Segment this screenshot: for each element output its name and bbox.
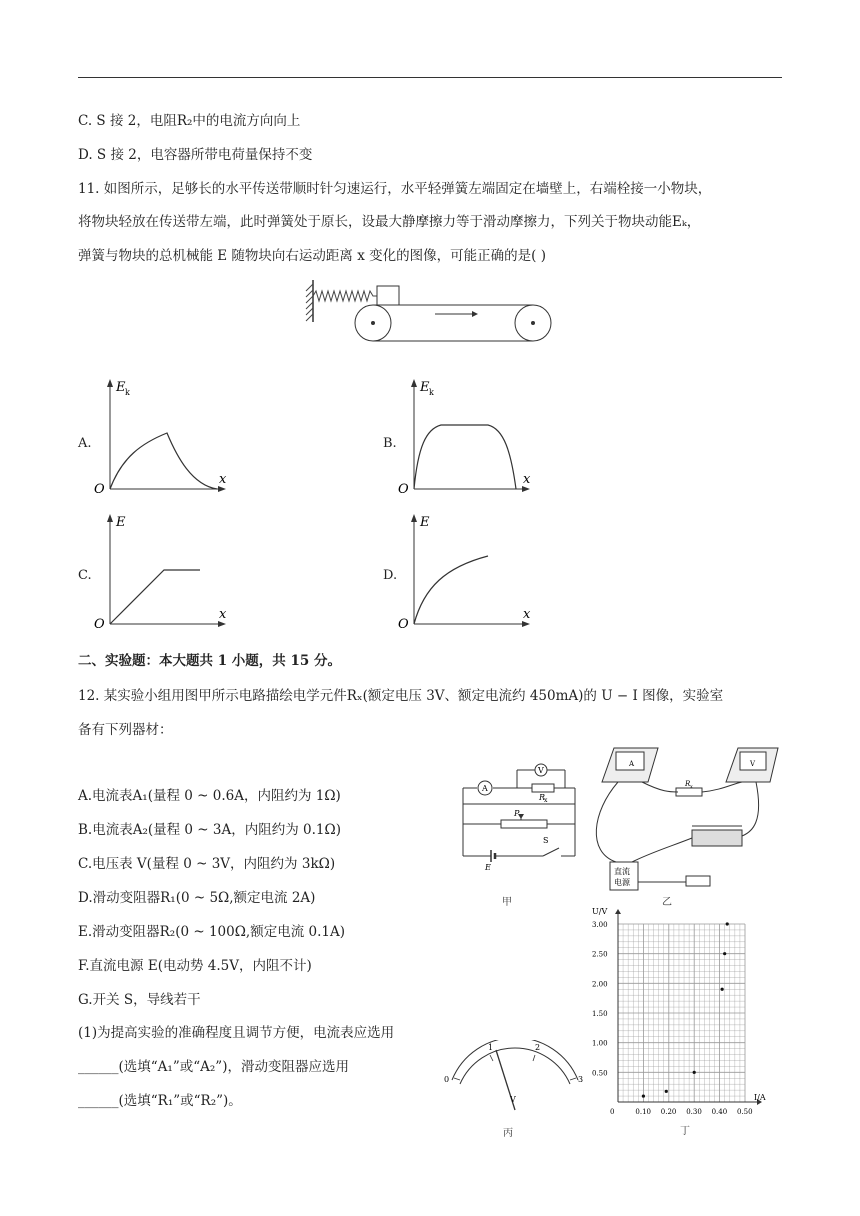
axis-e: E bbox=[116, 515, 126, 530]
x-tick-label: 0.50 bbox=[737, 1108, 753, 1116]
y-tick-label: 1.50 bbox=[592, 1010, 608, 1018]
meter-unit: V bbox=[510, 1095, 516, 1104]
circuit-diagram-jia bbox=[455, 760, 585, 870]
y-axis-arrow bbox=[615, 909, 621, 914]
ui-chart bbox=[590, 902, 780, 1120]
axis-x: x bbox=[219, 472, 227, 487]
meter-tick-2: 2 bbox=[535, 1043, 541, 1052]
apparatus-yi bbox=[592, 742, 782, 902]
q11-line-2: 将物块轻放在传送带左端，此时弹簧处于原长，设最大静摩擦力等于滑动摩擦力，下列关于物块动能Eₖ， bbox=[78, 214, 701, 230]
q11-line-3: 弹簧与物块的总机械能 E 随物块向右运动距离 x 变化的图像，可能正确的是( ) bbox=[78, 248, 546, 264]
axis-ek: E bbox=[116, 380, 126, 395]
graph-c bbox=[92, 512, 237, 630]
chart-ylabel: U/V bbox=[592, 907, 608, 916]
x-tick-label: 0.20 bbox=[660, 1108, 677, 1116]
caption-yi: 乙 bbox=[662, 897, 672, 908]
equip-g: G.开关 S，导线若干 bbox=[78, 992, 201, 1008]
rx-sub: x bbox=[544, 797, 548, 804]
axis-x: x bbox=[523, 472, 531, 487]
equip-a: A.电流表A₁(量程 0 ~ 0.6A，内阻约为 1Ω) bbox=[78, 788, 341, 804]
origin: O bbox=[398, 617, 409, 630]
equip-b: B.电流表A₂(量程 0 ~ 3A，内阻约为 0.1Ω) bbox=[78, 822, 341, 838]
caption-jia: 甲 bbox=[502, 897, 512, 908]
axis-e: E bbox=[420, 515, 430, 530]
chart-marks bbox=[642, 922, 729, 1097]
slider-label: P bbox=[514, 809, 520, 818]
chart-grid bbox=[618, 924, 745, 1102]
data-point bbox=[721, 988, 724, 991]
header-rule bbox=[78, 77, 782, 78]
apparatus-rx-label: R bbox=[685, 780, 691, 788]
meter-tick-1: 1 bbox=[488, 1043, 494, 1052]
meter-tick-0: 0 bbox=[444, 1075, 450, 1084]
axis-x: x bbox=[523, 607, 531, 622]
ammeter-label: A bbox=[482, 784, 488, 793]
source-text-1: 直流 bbox=[614, 867, 630, 876]
meter-tick-3: 3 bbox=[578, 1075, 584, 1084]
voltmeter-label: V bbox=[538, 766, 544, 775]
y-tick-label: 1.00 bbox=[592, 1039, 608, 1048]
conveyor-figure bbox=[300, 278, 560, 348]
option-d-label: D. bbox=[383, 568, 398, 583]
x-tick-label: 0.10 bbox=[635, 1108, 651, 1116]
data-point bbox=[693, 1071, 696, 1074]
apparatus-voltmeter-label: V bbox=[750, 760, 756, 768]
y-tick-label: 2.50 bbox=[592, 950, 608, 959]
origin: O bbox=[398, 482, 409, 495]
part1-line-3: ______(选填“R₁”或“R₂”)。 bbox=[78, 1093, 242, 1109]
apparatus-rx-sub: x bbox=[690, 784, 693, 790]
option-c-label: C. bbox=[78, 568, 92, 583]
axis-ek-sub: k bbox=[125, 388, 130, 397]
x-tick-label: 0 bbox=[610, 1108, 615, 1116]
part1-line-2: ______(选填“A₁”或“A₂”)，滑动变阻器应选用 bbox=[78, 1059, 349, 1075]
axis-ek: E bbox=[420, 380, 430, 395]
switch-label: S bbox=[543, 836, 549, 845]
q12-line-2: 备有下列器材： bbox=[78, 722, 173, 738]
data-point bbox=[726, 922, 729, 925]
caption-bing: 丙 bbox=[503, 1128, 513, 1139]
q12-line-1: 12. 某实验小组用图甲所示电路描绘电学元件Rₓ(额定电压 3V、额定电流约 450mA)的 U − I 图像，实验室 bbox=[78, 688, 724, 704]
chart-tick-labels bbox=[592, 921, 753, 1116]
option-b-label: B. bbox=[383, 436, 397, 451]
meter-bing bbox=[440, 1040, 590, 1120]
caption-ding: 丁 bbox=[680, 1126, 690, 1137]
q11-line-1: 11. 如图所示，足够长的水平传送带顺时针匀速运行，水平轻弹簧左端固定在墙壁上，右端栓接一小物块， bbox=[78, 181, 712, 197]
graph-a bbox=[92, 377, 237, 495]
source-label: E bbox=[485, 863, 491, 870]
equip-d: D.滑动变阻器R₁(0 ~ 5Ω,额定电流 2A) bbox=[78, 890, 316, 906]
graph-d bbox=[396, 512, 541, 630]
part1-line-1: (1)为提高实验的准确程度且调节方便，电流表应选用 bbox=[78, 1025, 395, 1041]
rx-label: R bbox=[539, 793, 546, 802]
axis-x: x bbox=[219, 607, 227, 622]
y-tick-label: 3.00 bbox=[592, 921, 608, 929]
y-tick-label: 0.50 bbox=[592, 1069, 608, 1078]
chart-xlabel: I/A bbox=[754, 1093, 766, 1102]
origin: O bbox=[94, 482, 105, 495]
option-c-text: C. S 接 2，电阻R₂中的电流方向向上 bbox=[78, 113, 301, 129]
equip-f: F.直流电源 E(电动势 4.5V，内阻不计) bbox=[78, 958, 312, 974]
section-2-heading: 二、实验题：本大题共 1 小题，共 15 分。 bbox=[78, 653, 341, 669]
option-a-label: A. bbox=[78, 436, 92, 451]
axis-ek-sub: k bbox=[429, 388, 434, 397]
data-point bbox=[723, 952, 726, 955]
graph-b bbox=[396, 377, 541, 495]
equip-c: C.电压表 V(量程 0 ~ 3V，内阻约为 3kΩ) bbox=[78, 856, 336, 872]
x-tick-label: 0.30 bbox=[686, 1108, 702, 1116]
y-tick-label: 2.00 bbox=[592, 980, 608, 989]
equip-e: E.滑动变阻器R₂(0 ~ 100Ω,额定电流 0.1A) bbox=[78, 924, 346, 940]
data-point bbox=[665, 1090, 668, 1093]
apparatus-ammeter-label: A bbox=[629, 760, 635, 768]
source-text-2: 电源 bbox=[614, 878, 630, 887]
data-point bbox=[642, 1094, 645, 1097]
option-d-text: D. S 接 2，电容器所带电荷量保持不变 bbox=[78, 147, 313, 163]
origin: O bbox=[94, 617, 105, 630]
x-tick-label: 0.40 bbox=[711, 1108, 728, 1116]
